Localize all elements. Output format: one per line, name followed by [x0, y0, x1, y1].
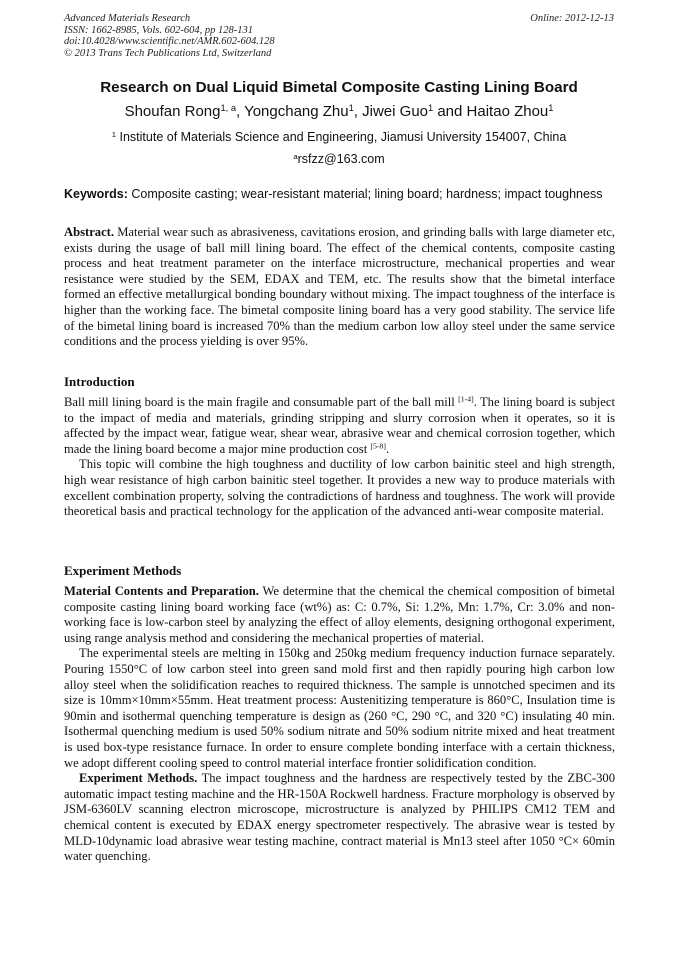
methods-paragraph-3: [64, 771, 615, 865]
author-separator: ,: [353, 103, 363, 120]
email-mark: a: [293, 151, 298, 161]
author-email: [40, 152, 638, 166]
methods-paragraph-2: The experimental steels are melting in 150kg and 250kg medium frequency induction furnace separately. Pouring 1550°C of low carbon steel into green sand mold first and then rapidly pouring high carbon low alloy steel when the solidification reaches to required thickness. The sample is unnotched specimen and its size is 10mm×10mm×55mm. Heat treatment process: Austenitizing temperature is 860°C, Insulation time is 90min and isothermal quenching temperature is design as (260 °C, 290 °C, and 320 °C) insulating 40 min. Isothermal quenching medium is used 50% sodium nitrate and 50% sodium nitrite mixed and heat treatment is used box-type resistance furnace. In order to ensure complete bonding interface with a certain thickness, we adopt different cooling speed to control material interface frontier solidification condition.: [64, 646, 615, 770]
abstract-label: Abstract.: [64, 225, 115, 239]
subsection-label: Material Contents and Preparation.: [64, 584, 259, 598]
affiliation-mark: 1: [111, 129, 117, 139]
keywords-label: Keywords:: [64, 187, 128, 201]
keywords: [64, 187, 624, 201]
affiliation: [40, 130, 638, 144]
author-name: Jiwei Guo: [362, 103, 428, 120]
author-affiliation-mark: 1: [428, 102, 434, 113]
abstract-text: Material wear such as abrasiveness, cavitations erosion, and grinding balls with large diameter etc, exists during the usage of ball mill lining board. The effect of the chemical contents, composite casting process and heat treatment parameter on the interface microstructure, mechanical properties and wear resistance were studied by the SEM, EDAX and TEM, etc. The results show that the bimetal interface formed an effective metallurgical bonding boundary without mixing. The impact toughness of the interface is higher than the working face. The bimetal composite lining board has a very good stability. The service life of the bimetal lining board is increased 70% than the medium carbon low alloy steel under the same service conditions and the process yielding is over 95%.: [64, 225, 615, 349]
subsection-label: Experiment Methods.: [79, 771, 198, 786]
copyright-line: © 2013 Trans Tech Publications Ltd, Switzerland: [64, 47, 272, 59]
methods-heading: Experiment Methods: [64, 563, 182, 578]
introduction-heading: Introduction: [64, 374, 135, 389]
methods-paragraph-1: [64, 584, 615, 646]
author-list: [40, 103, 638, 120]
online-date: Online: 2012-12-13: [530, 13, 614, 24]
introduction-paragraph-1: [64, 395, 615, 457]
author-separator: ,: [236, 103, 245, 120]
journal-header: [64, 13, 275, 59]
paragraph-text: . The lining board is subject to the impact of media and materials, grinding stripping and slurry corrosion when it operates, so it is affected by the impact wear, fatigue wear, shear wear, abrasive wear and chemical corrosion together, which made the lining board become a major mine production cost: [64, 395, 615, 456]
citation: [5-8]: [370, 441, 386, 451]
paper-title: Research on Dual Liquid Bimetal Composite Casting Lining Board: [100, 79, 578, 96]
author-affiliation-mark: 1: [548, 102, 554, 113]
author-separator: and: [433, 103, 467, 120]
introduction-paragraph-2: This topic will combine the high toughness and ductility of low carbon bainitic steel and high strength, high wear resistance of high carbon bainitic steel together. It provides a new way to produce materials with excellent combination property, solving the contradictions of hardness and toughness. The work will provide theoretical basis and practical technology for the application of the advanced anti-wear composite material.: [64, 457, 615, 519]
methods-body: [64, 584, 615, 865]
author-affiliation-mark: 1, a: [220, 102, 236, 113]
keywords-text: Composite casting; wear-resistant material; lining board; hardness; impact toughness: [127, 187, 603, 201]
introduction-body: [64, 395, 615, 520]
author-name: Shoufan Rong: [124, 103, 221, 120]
paragraph-text: Ball mill lining board is the main fragile and consumable part of the ball mill: [64, 395, 459, 409]
issn-line: ISSN: 1662-8985, Vols. 602-604, pp 128-131: [64, 24, 253, 36]
author-name: Yongchang Zhu: [244, 103, 349, 120]
abstract: [64, 225, 615, 350]
journal-name: Advanced Materials Research: [64, 13, 191, 24]
author-affiliation-mark: 1: [348, 102, 354, 113]
affiliation-text: Institute of Materials Science and Engineering, Jiamusi University 154007, China: [116, 130, 567, 144]
doi-line: doi:10.4028/www.scientific.net/AMR.602-604.128: [64, 36, 275, 47]
author-name: Haitao Zhou: [466, 103, 549, 120]
paragraph-text: The impact toughness and the hardness are respectively tested by the ZBC-300 automatic impact testing machine and the HR-150A Rockwell hardness. Fracture morphology is observed by JSM-6360LV scanning electron microscope, microstructure is analyzed by PHILIPS CM12 TEM and chemical content is executed by EDAX energy spectrometer respectively. The abrasive wear is tested by MLD-10dynamic load abrasive wear testing machine, contract material is Mn13 steel after 1050 °C× 60min water quenching.: [64, 771, 615, 864]
paragraph-text: We determine that the chemical the chemical composition of bimetal composite casting lining board working face (wt%) as: C: 0.7%, Si: 1.2%, Mn: 1.7%, Cr: 3.0% and non-working face is low-carbon steel by analyzing the effect of alloy elements, designing orthogonal experiment, using range analysis method and considering the mechanical properties of material.: [64, 584, 616, 645]
citation: [1-4]: [458, 394, 474, 404]
paragraph-text: .: [385, 441, 390, 456]
email-text: rsfzz@163.com: [297, 152, 385, 166]
